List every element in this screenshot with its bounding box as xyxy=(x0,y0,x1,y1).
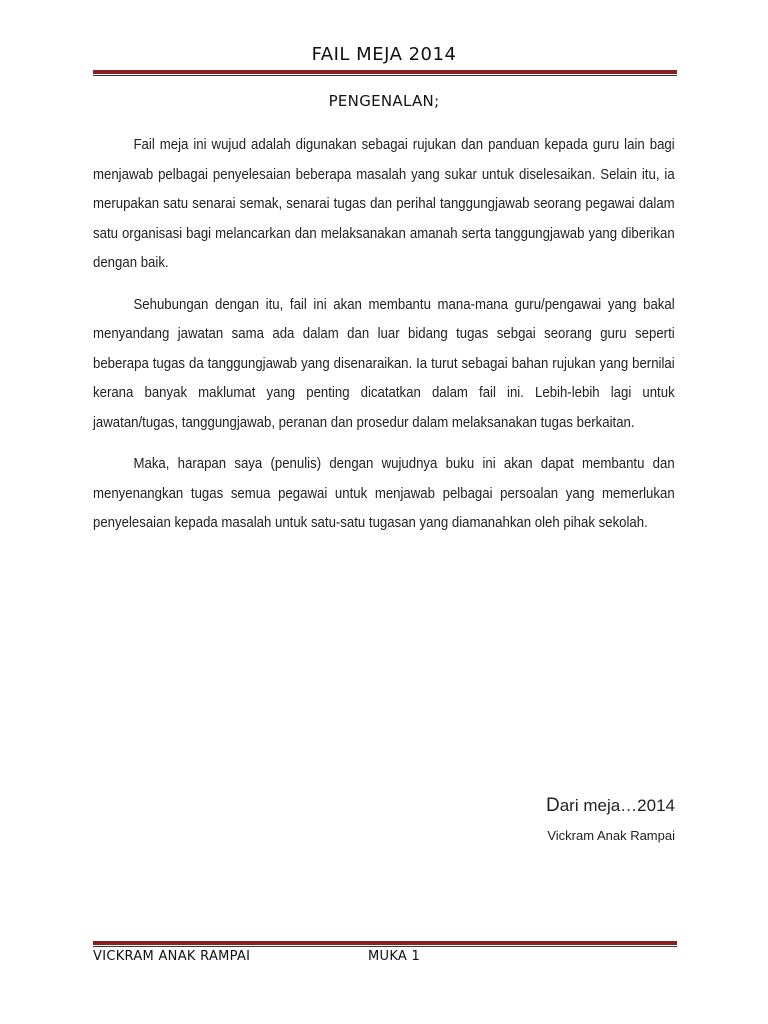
signature-line xyxy=(546,795,675,817)
paragraph-3: Maka, harapan saya (penulis) dengan wujudnya buku ini akan dapat membantu dan menyenangkan tugas semua pegawai untuk menjawab pelbagai persoalan yang memerlukan penyelesaian kepada masalah untuk satu-satu tugasan yang diamanahkan oleh pihak sekolah. xyxy=(93,455,675,531)
signature-text: ari meja…2014 xyxy=(559,796,675,815)
footer-divider xyxy=(93,941,677,947)
signature-name: Vickram Anak Rampai xyxy=(547,828,675,843)
section-title: PENGENALAN; xyxy=(328,92,440,110)
paragraph-1: Fail meja ini wujud adalah digunakan sebagai rujukan dan panduan kepada guru lain bagi menjawab pelbagai penyelesaian beberapa masalah yang sukar untuk diselesaikan. Selain itu, ia merupakan satu senarai semak, senarai tugas dan perihal tanggungjawab seorang pegawai dalam satu organisasi bagi melancarkan dan melaksanakan amanah serta tanggungjawab yang diberikan dengan baik. xyxy=(93,136,675,271)
signature-initial: D xyxy=(545,795,560,816)
paragraph-2: Sehubungan dengan itu, fail ini akan membantu mana-mana guru/pengawai yang bakal menyandang jawatan sama ada dalam dan luar bidang tugas sebgai seorang guru seperti beberapa tugas da tanggungjawab yang disenaraikan. Ia turut sebagai bahan rujukan yang bernilai kerana banyak maklumat yang penting dicatatkan dalam fail ini. Lebih-lebih lagi untuk jawatan/tugas, tanggungjawab, peranan dan prosedur dalam melaksanakan tugas berkaitan. xyxy=(93,295,675,431)
footer-page-number: MUKA 1 xyxy=(368,949,421,964)
header-divider xyxy=(93,70,677,76)
document-header-title: FAIL MEJA 2014 xyxy=(311,44,457,65)
footer-author: VICKRAM ANAK RAMPAI xyxy=(93,949,251,964)
body-text xyxy=(93,130,675,550)
